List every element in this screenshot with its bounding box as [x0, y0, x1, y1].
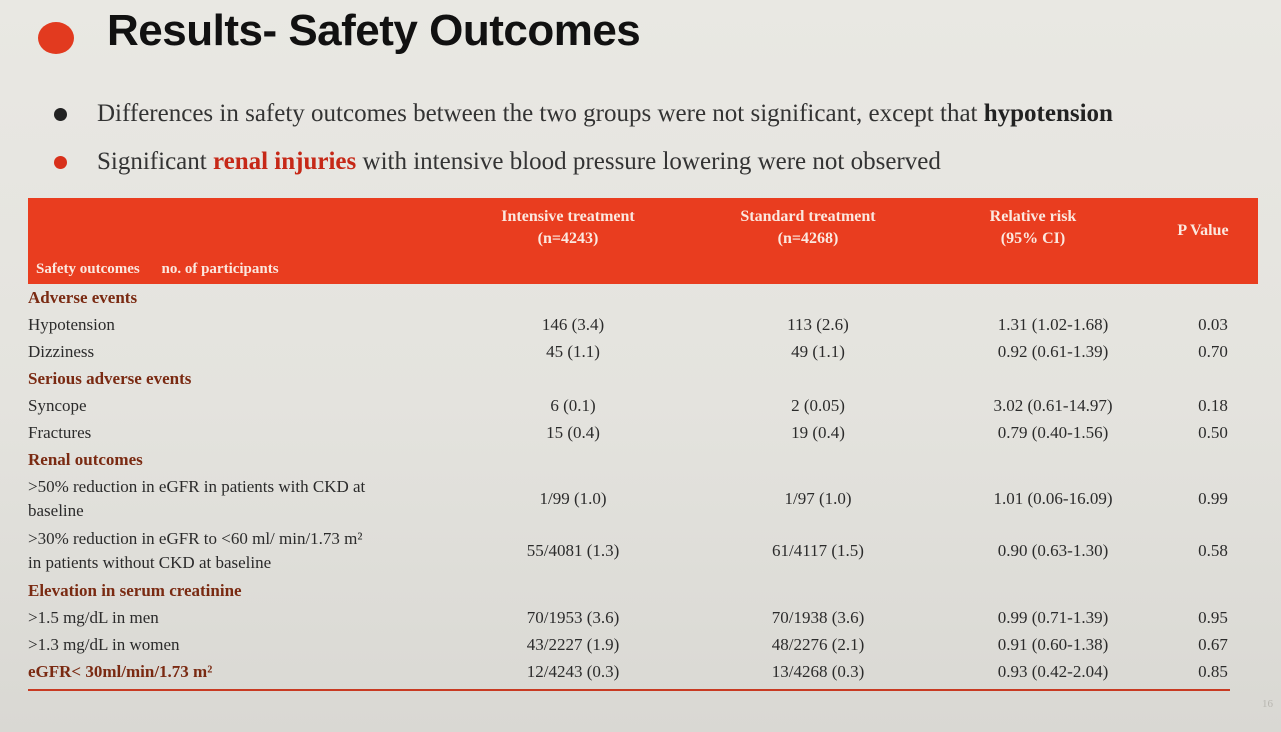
- table-row: [28, 604, 1258, 631]
- bullet-text-part: Significant: [97, 148, 213, 175]
- bullet-text-part: with intensive blood pressure lowering were not observed: [356, 148, 941, 175]
- cell-standard: 70/1938 (3.6): [771, 607, 865, 627]
- cell-relative-risk: 0.90 (0.63-1.30): [997, 541, 1109, 560]
- cell-intensive: 43/2227 (1.9): [526, 634, 620, 654]
- cell-p-value: 0.95: [1198, 607, 1228, 627]
- row-label-line: in patients without CKD at baseline: [28, 553, 272, 572]
- row-label: Hypotension: [28, 314, 115, 334]
- bullet-text: [97, 148, 941, 176]
- cell-standard: 1/97 (1.0): [784, 489, 852, 508]
- cell-p-value: 0.67: [1198, 634, 1228, 654]
- bullet-list: [54, 90, 1113, 186]
- title-bullet-icon: [38, 22, 74, 54]
- table-row: [28, 473, 1258, 525]
- cell-relative-risk: 1.01 (0.06-16.09): [993, 489, 1113, 508]
- cell-intensive: 146 (3.4): [541, 314, 605, 334]
- bullet-text-part: Differences in safety outcomes between the two groups were not significant, except that: [97, 100, 984, 127]
- section-label: Renal outcomes: [28, 449, 143, 469]
- cell-standard: 19 (0.4): [791, 422, 845, 442]
- bullet-emphasis: renal injuries: [212, 148, 357, 175]
- table-section-row: [28, 365, 1258, 392]
- row-label: [28, 525, 448, 577]
- cell-p-value: 0.58: [1198, 541, 1228, 560]
- cell-p-value: 0.18: [1198, 395, 1228, 415]
- row-label: [28, 473, 448, 525]
- table-row: [28, 338, 1258, 365]
- cell-intensive: 70/1953 (3.6): [526, 607, 620, 627]
- section-label: Elevation in serum creatinine: [28, 580, 242, 600]
- table-section-row: [28, 446, 1258, 473]
- section-label: Serious adverse events: [28, 368, 192, 388]
- cell-standard: 48/2276 (2.1): [771, 634, 865, 654]
- safety-outcomes-table: [28, 198, 1258, 691]
- row-label: Fractures: [28, 422, 92, 442]
- cell-relative-risk: 0.92 (0.61-1.39): [997, 341, 1109, 361]
- cell-intensive: 15 (0.4): [546, 422, 600, 442]
- cell-intensive: 55/4081 (1.3): [526, 541, 620, 560]
- table-row: [28, 392, 1258, 419]
- table-row: [28, 658, 1258, 685]
- row-label: Dizziness: [28, 341, 95, 361]
- bullet-item: [54, 90, 1113, 138]
- row-label-line: baseline: [28, 501, 84, 520]
- header-text: Relative risk: [989, 208, 1077, 225]
- header-text: (n=4268): [777, 230, 839, 247]
- cell-p-value: 0.85: [1198, 661, 1228, 681]
- table-bottom-rule: [28, 689, 1230, 691]
- cell-relative-risk: 0.79 (0.40-1.56): [997, 422, 1109, 442]
- cell-intensive: 45 (1.1): [546, 341, 600, 361]
- slide-title: Results- Safety Outcomes: [107, 6, 641, 55]
- row-label: >1.3 mg/dL in women: [28, 634, 180, 654]
- cell-p-value: 0.99: [1198, 489, 1228, 508]
- header-text: (95% CI): [1000, 230, 1066, 247]
- section-label: Adverse events: [28, 287, 138, 307]
- cell-p-value: 0.70: [1198, 341, 1228, 361]
- bullet-item: [54, 138, 1113, 186]
- cell-intensive: 1/99 (1.0): [539, 489, 607, 508]
- cell-relative-risk: 0.91 (0.60-1.38): [997, 634, 1109, 654]
- cell-intensive: 12/4243 (0.3): [526, 661, 620, 681]
- header-safety-outcomes: Safety outcomes: [36, 261, 140, 277]
- table-row: [28, 525, 1258, 577]
- cell-relative-risk: 0.99 (0.71-1.39): [997, 607, 1109, 627]
- header-text: Intensive treatment: [501, 208, 635, 225]
- cell-standard: 113 (2.6): [787, 314, 849, 334]
- row-label: Syncope: [28, 395, 87, 415]
- cell-p-value: 0.50: [1198, 422, 1228, 442]
- cell-relative-risk: 3.02 (0.61-14.97): [993, 395, 1113, 415]
- cell-relative-risk: 0.93 (0.42-2.04): [997, 661, 1109, 681]
- header-text: (n=4243): [537, 230, 599, 247]
- header-text: Standard treatment: [740, 208, 876, 225]
- header-sub-labels: [36, 261, 297, 278]
- cell-intensive: 6 (0.1): [550, 395, 596, 415]
- cell-relative-risk: 1.31 (1.02-1.68): [997, 314, 1109, 334]
- bullet-dot-icon: [54, 108, 67, 121]
- header-standard: [708, 206, 908, 250]
- row-label-line: >50% reduction in eGFR in patients with CKD at: [28, 477, 366, 496]
- table-body: [28, 284, 1258, 685]
- header-participants: no. of participants: [161, 261, 279, 277]
- row-label: >1.5 mg/dL in men: [28, 607, 159, 627]
- row-label-line: >30% reduction in eGFR to <60 ml/ min/1.73 m²: [28, 529, 363, 548]
- header-relative-risk: [943, 206, 1123, 250]
- header-p-value: P Value: [1177, 222, 1229, 239]
- page-number: 16: [1262, 698, 1273, 710]
- cell-standard: 13/4268 (0.3): [771, 661, 865, 681]
- cell-standard: 61/4117 (1.5): [772, 541, 864, 560]
- cell-standard: 49 (1.1): [791, 341, 845, 361]
- header-intensive: [473, 206, 663, 250]
- cell-p-value: 0.03: [1198, 314, 1228, 334]
- bullet-dot-icon: [54, 156, 67, 169]
- bullet-emphasis: hypotension: [983, 100, 1113, 127]
- table-row: [28, 311, 1258, 338]
- table-section-row: [28, 284, 1258, 311]
- table-section-row: [28, 577, 1258, 604]
- row-label: eGFR< 30ml/min/1.73 m²: [28, 661, 213, 681]
- table-header: [28, 198, 1258, 284]
- table-row: [28, 631, 1258, 658]
- table-row: [28, 419, 1258, 446]
- cell-standard: 2 (0.05): [791, 395, 845, 415]
- bullet-text: [97, 100, 1113, 128]
